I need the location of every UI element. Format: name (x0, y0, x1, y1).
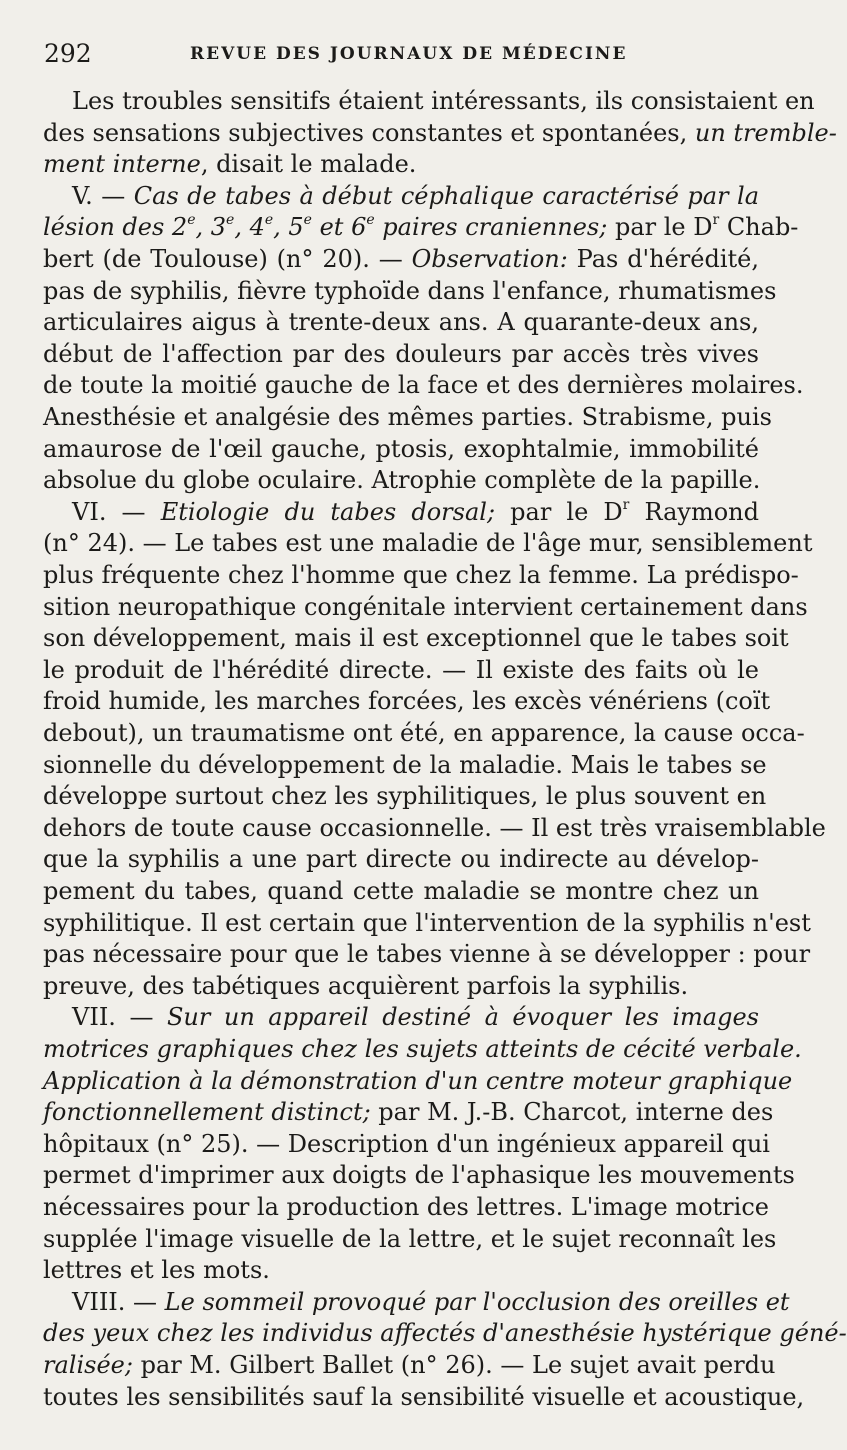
text-line: pas nécessaire pour que le tabes vienne à se développer : pour (43, 940, 811, 969)
text-line: froid humide, les marches forcées, les excès vénériens (coït (43, 687, 771, 716)
text-line: nécessaires pour la production des lettres. L'image motrice (43, 1193, 769, 1221)
text-line: lésion des 2e, 3e, 4e, 5e et 6e paires craniennes; par le $D^r$ Chab- (43, 212, 799, 242)
text-line: permet d'imprimer aux doigts de l'aphasique les mouvements (43, 1161, 795, 1190)
text-line: développe surtout chez les syphilitiques, le plus souvent en (43, 782, 767, 811)
text-line: sition neuropathique congénitale intervient certainement dans (43, 592, 808, 621)
text-line: articulaires aigus à trente-deux ans. A quarante-deux ans, (43, 308, 759, 337)
text-line: toutes les sensibilités sauf la sensibilité visuelle et acoustique, (43, 1382, 805, 1411)
text-line: hôpitaux (n° 25). — Description d'un ingénieux appareil qui (43, 1129, 770, 1158)
text-line: sionnelle du développement de la maladie. Mais le tabes se (43, 750, 767, 779)
text-line: lettres et les mots. (43, 1256, 270, 1285)
running-title: REVUE DES JOURNAUX DE MÉDECINE (190, 44, 628, 64)
text-line: debout), un traumatisme ont été, en apparence, la cause occa- (43, 719, 805, 747)
text-line: que la syphilis a une part directe ou indirecte au dévelop- (43, 845, 759, 874)
text-line: (n° 24). — Le tabes est une maladie de l'âge mur, sensiblement (43, 529, 813, 558)
text-line: ralisée; par M. Gilbert Ballet (n° 26). — Le sujet avait perdu (43, 1351, 776, 1379)
text-line: pas de syphilis, fièvre typhoïde dans l'enfance, rhumatismes (43, 276, 777, 305)
text-line: des yeux chez les individus affectés d'anesthésie hystérique géné- (43, 1319, 847, 1348)
text-line: V. — Cas de tabes à début céphalique caractérisé par la (72, 181, 759, 210)
text-line: début de l'affection par des douleurs par accès très vives (43, 339, 759, 368)
text-line: son développement, mais il est exceptionnel que le tabes soit (43, 624, 789, 653)
text-line: le produit de l'hérédité directe. — Il existe des faits où le (43, 655, 759, 684)
text-line: Les troubles sensitifs étaient intéressants, ils consistaient en (72, 87, 815, 115)
text-line: Anesthésie et analgésie des mêmes parties. Strabisme, puis (43, 403, 772, 431)
text-line: absolue du globe oculaire. Atrophie complète de la papille. (43, 466, 761, 495)
text-line: VII. — Sur un appareil destiné à évoquer les images (72, 1003, 759, 1032)
page-number: 292 (44, 39, 92, 68)
text-line: preuve, des tabétiques acquièrent parfois la syphilis. (43, 971, 689, 1000)
text-line: VIII. — Le sommeil provoqué par l'occlusion des oreilles et (72, 1287, 790, 1316)
text-line: motrices graphiques chez les sujets atteints de cécité verbale. (43, 1035, 802, 1063)
text-line: syphilitique. Il est certain que l'intervention de la syphilis n'est (43, 908, 811, 937)
text-line: des sensations subjectives constantes et spontanées, un tremble- (43, 118, 837, 147)
text-line: fonctionnellement distinct; par M. J.-B. Charcot, interne des (43, 1098, 774, 1127)
text-line: pement du tabes, quand cette maladie se montre chez un (43, 877, 759, 905)
text-line: Application à la démonstration d'un centre moteur graphique (43, 1066, 793, 1095)
text-line: amaurose de l'œil gauche, ptosis, exophtalmie, immobilité (43, 434, 759, 463)
page-header (44, 36, 760, 72)
text-line: VI. — Etiologie du tabes dorsal; par le $D^r$ Raymond (72, 496, 759, 526)
text-line: plus fréquente chez l'homme que chez la femme. La prédispo- (43, 561, 799, 589)
text-line: bert (de Toulouse) (n° 20). — Observation: Pas d'hérédité, (43, 245, 759, 273)
text-line: ment interne, disait le malade. (43, 150, 417, 179)
text-line: de toute la moitié gauche de la face et des dernières molaires. (43, 371, 804, 400)
text-line: supplée l'image visuelle de la lettre, et le sujet reconnaît les (43, 1224, 777, 1253)
text-line: dehors de toute cause occasionnelle. — Il est très vraisemblable (43, 813, 826, 842)
